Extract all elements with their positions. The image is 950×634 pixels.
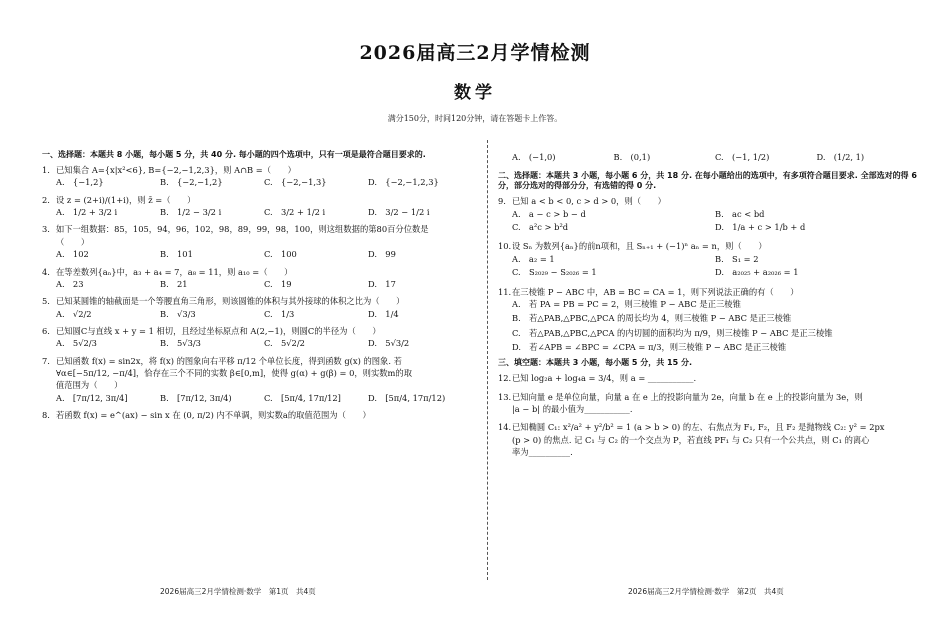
question-2 [42,195,472,205]
option-d: D. 若∠APB = ∠BPC = ∠CPA = π/3，则三棱锥 P − ABC 是正三棱锥 [512,341,787,352]
question-6-options [56,338,472,348]
left-column [42,150,472,422]
option-b: B. 若△PAB,△PBC,△PCA 的周长均为 4，则三棱锥 P − ABC 是正三棱锥 [512,313,792,324]
question-6 [42,326,472,336]
option-a: A. 1/2 + 3/2 i [56,207,118,218]
option-d: D. 17 [368,278,396,289]
question-stem: 已知圆C与直线 x + y = 1 相切，且经过坐标原点和 A(2,−1)，则圆C的半径为（ ） [56,325,381,336]
option-c: C. [5π/4, 17π/12] [264,392,341,403]
question-3 [42,224,472,234]
question-number: 10. [498,241,512,252]
option-d: D. 99 [368,249,396,260]
question-stem: 已知集合 A={x|x²<6}, B={−2,−1,2,3}，则 A∩B =（ ） [56,165,296,175]
subject-title: 数学 [454,83,496,103]
question-14 [498,422,918,432]
option-c: C. S₂₀₂₉ − S₂₀₂₆ = 1 [512,267,597,278]
question-10-options [512,254,918,281]
option-a: A. 5√2/3 [56,338,97,349]
question-stem: 如下一组数据：85，105，94，96，102，98，89，99，98，100，则这组数据的第80百分位数是 [56,224,429,235]
question-number: 1. [42,165,50,175]
question-5 [42,296,472,306]
question-number: 11. [498,286,512,297]
question-number: 8. [42,410,50,421]
question-3-options [56,249,472,259]
option-c: C. (−1, 1/2) [715,152,770,162]
question-8-options [512,152,918,162]
question-11-options [512,299,918,352]
question-4-options [56,279,472,289]
option-d: D. (1/2, 1) [816,152,865,162]
question-10 [498,241,918,251]
question-13-continuation: |a − b| 的最小值为___________. [512,404,633,415]
question-stem: 已知向量 e 是单位向量，向量 a 在 e 上的投影向量为 2e，向量 b 在 e 上的投影向量为 3e，则 [512,391,863,402]
option-c: C. 1/3 [264,308,295,319]
option-b: B. ac < bd [715,208,765,219]
question-stem: 若函数 f(x) = e^(ax) − sin x 在 (0, π/2) 内不单调，则实数a的取值范围为（ ） [56,410,371,421]
option-a: A. (−1,0) [512,152,556,162]
question-stem: 已知椭圆 C₁: x²/a² + y²/b² = 1 (a > b > 0) 的左、右焦点为 F₁, F₂，且 F₂ 是抛物线 C₂: y² = 2px [512,422,885,433]
column-divider [487,140,488,580]
option-a: A. 若 PA = PB = PC = 2，则三棱锥 P − ABC 是正三棱锥 [512,298,741,309]
section-2-heading: 二、选择题：本题共 3 小题，每小题 6 分，共 18 分. 在每小题给出的选项中，有多项符合题目要求. 全部选对的得 6 分，部分选对的得部分分，有选错的得 0 分. [498,171,917,191]
question-stem: 已知 log₂a + log₄a = 3/4，则 a = ___________. [512,373,697,384]
section-1-heading: 一、选择题：本题共 8 小题，每小题 5 分，共 40 分. 每小题的四个选项中，只有一项是最符合题目要求的. [42,150,426,159]
option-a: A. a − c > b − d [512,208,586,219]
question-number: 5. [42,296,50,307]
option-a: A. 23 [56,278,84,289]
option-d: D. [5π/4, 17π/12) [368,392,446,403]
option-a: A. 102 [56,249,89,260]
footer-page-2: 2026届高三2月学情检测·数学 第2页 共4页 [628,587,784,596]
section-3-heading: 三、填空题：本题共 3 小题，每小题 5 分，共 15 分. [498,358,693,368]
question-number: 2. [42,194,50,205]
question-stem: 已知某圆锥的轴截面是一个等腰直角三角形，则该圆锥的体积与其外接球的体积之比为（ ） [56,296,405,307]
question-number: 7. [42,355,50,366]
option-d: D. 3/2 − 1/2 i [368,207,430,218]
question-stem: 已知 a < b < 0, c > d > 0，则（ ） [512,196,666,207]
option-d: D. 1/a + c > 1/b + d [715,222,806,233]
question-4 [42,267,472,277]
right-column [498,150,918,459]
question-9 [498,196,918,206]
question-13 [498,392,918,402]
option-c: C. 若△PAB,△PBC,△PCA 的内切圆的面积均为 π/9，则三棱锥 P − ABC 是正三棱锥 [512,327,833,338]
option-b: B. {−2,−1,2} [160,177,223,188]
question-5-options [56,309,472,319]
question-2-options [56,207,472,217]
option-a: A. a₂ = 1 [512,253,555,264]
option-a: A. √2/2 [56,308,92,319]
footer-page-1: 2026届高三2月学情检测·数学 第1页 共4页 [160,587,316,596]
question-stem: 在三棱锥 P − ABC 中，AB = BC = CA = 1，则下列说法正确的有（ ） [512,286,799,297]
option-a: A. {−1,2} [56,177,104,188]
option-b: B. S₁ = 2 [715,253,759,264]
question-stem: 设 z = (2+i)/(1+i)，则 z̄ =（ ） [56,194,196,205]
question-3-continuation: （ ） [56,236,90,247]
option-c: C. 5√2/2 [264,338,305,349]
option-c: C. {−2,−1,3} [264,177,327,188]
question-7 [42,356,472,366]
question-9-options [512,209,918,236]
option-d: D. a₂₀₂₅ + a₂₀₂₆ = 1 [715,267,799,278]
option-c: C. 19 [264,278,292,289]
exam-note: 满分150分，时间120分钟，请在答题卡上作答。 [387,114,563,123]
question-14-continuation: 率为__________. [512,447,573,458]
option-b: B. √3/3 [160,308,196,319]
option-b: B. 5√3/3 [160,338,201,349]
question-14-continuation: (p > 0) 的焦点. 记 C₁ 与 C₂ 的一个交点为 P，若直线 PF₁ 与 C₂ 只有一个公共点，则 C₁ 的离心 [512,434,870,445]
option-c: C. 100 [264,249,297,260]
option-a: A. [7π/12, 3π/4] [56,392,128,403]
question-number: 14. [498,422,512,433]
question-stem: 在等差数列{aₙ}中，a₃ + a₄ = 7，a₈ = 11，则 a₁₀ =（ ） [56,266,293,277]
option-b: B. (0,1) [613,152,651,162]
question-11 [498,287,918,297]
question-stem: 已知函数 f(x) = sin2x，将 f(x) 的图象向右平移 π/12 个单位长度，得到函数 g(x) 的图象. 若 [56,355,402,366]
question-number: 12. [498,373,512,384]
option-b: B. 1/2 − 3/2 i [160,207,222,218]
question-1 [42,165,472,175]
question-7-options [56,393,472,403]
question-number: 4. [42,266,50,277]
question-number: 9. [498,196,506,207]
page-title: 2026届高三2月学情检测 [359,42,591,64]
question-7-continuation: ∀α∈[−5π/12, −π/4]，恰存在三个不同的实数 β∈[0,m]，使得 g(α) + g(β) = 0，则实数m的取 [56,368,412,379]
question-12 [498,373,918,383]
option-b: B. [7π/12, 3π/4) [160,392,232,403]
option-b: B. 21 [160,278,188,289]
question-number: 3. [42,224,50,235]
option-d: D. {−2,−1,2,3} [368,177,439,188]
question-7-continuation: 值范围为（ ） [56,380,123,391]
question-number: 13. [498,391,512,402]
option-c: C. a²c > b²d [512,222,569,233]
question-8 [42,410,472,420]
question-stem: 设 Sₙ 为数列{aₙ}的前n项和，且 Sₙ₊₁ + (−1)ⁿ aₙ = n，则（ ） [512,241,767,252]
question-number: 6. [42,325,50,336]
option-b: B. 101 [160,249,193,260]
option-d: D. 1/4 [368,308,399,319]
option-c: C. 3/2 + 1/2 i [264,207,326,218]
option-d: D. 5√3/2 [368,338,410,349]
question-1-options [56,177,472,187]
